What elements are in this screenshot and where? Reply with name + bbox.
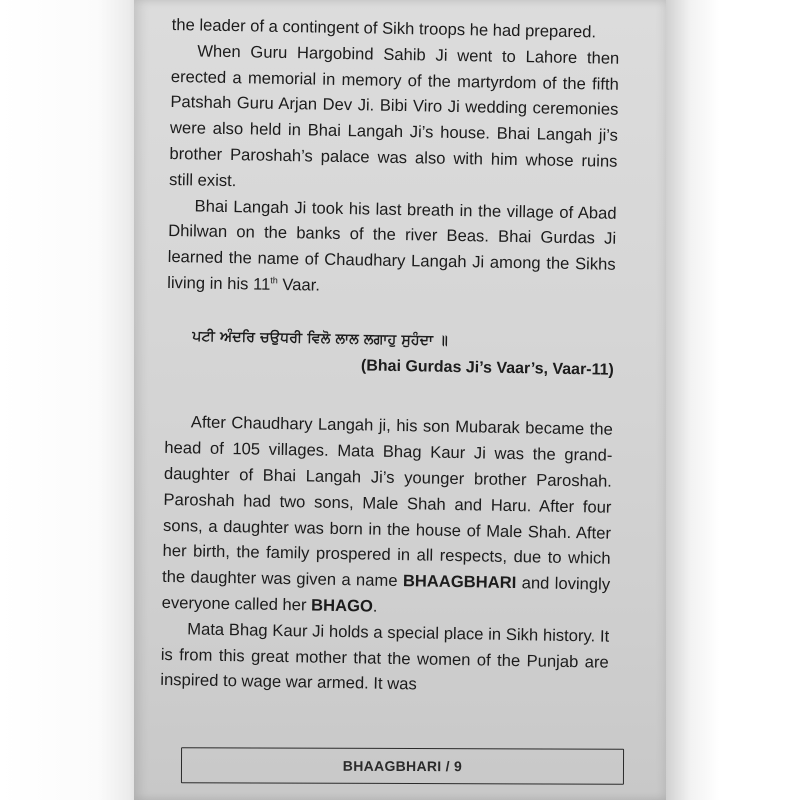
ordinal-suffix: th <box>270 275 278 286</box>
page-body <box>160 12 620 701</box>
background-left <box>0 0 140 800</box>
paragraph-last-breath-end: Vaar. <box>277 274 321 295</box>
paragraph-last-breath-text: Bhai Langah Ji took his last breath in the village of Abad Dhilwan on the banks of the river Beas. Bhai Gurdas Ji learned the name of Chaudhary Langah Ji among the Sikhs living in his 11 <box>167 196 617 294</box>
quote-citation: (Bhai Gurdas Ji’s Vaar’s, Vaar-11) <box>360 356 614 379</box>
gurmukhi-quote: ਪਟੀ ਅੰਦਰਿ ਚਉਧਰੀ ਵਿਲੋ ਲਾਲ ਲਗਾਹੁ ਸੁਹੰਦਾ ॥ <box>192 328 449 349</box>
name-bhaagbhari: BHAAGBHARI <box>402 571 517 593</box>
paragraph-mubarak-end: . <box>372 596 378 616</box>
paragraph-last-breath <box>167 193 617 304</box>
name-bhago: BHAGO <box>310 595 374 616</box>
paragraph-mubarak-text: After Chaudhary Langah ji, his son Mubarak became the head of 105 villages. Mata Bhag Kaur Ji was the grand-daughter of Bhai Langah Ji’s younger brother Paroshah. Paroshah had two sons, Male Shah and Haru. After four sons, a daughter was born in the house of Male Shah. After her birth, the family prospered in all respects, due to which the daughter was given a name <box>161 412 613 591</box>
paragraph-mubarak <box>161 409 613 623</box>
page-footer: BHAAGBHARI / 9 <box>181 747 624 785</box>
paragraph-lahore-memorial: When Guru Hargobind Sahib Ji went to Lahore then erected a memorial in memory of the martyrdom of the fifth Patshah Guru Arjan Dev Ji. Bibi Viro Ji wedding ceremonies were also held in Bhai Langah Ji’s house. Bhai Langah ji’s brother Paroshah’s palace was also with him whose ruins still exist. <box>168 41 620 190</box>
paragraph-special-place: Mata Bhag Kaur Ji holds a special place in Sikh history. It is from this great mother that the women of the Punjab are inspired to wage war armed. It was <box>160 619 610 694</box>
paragraph-continuation: the leader of a contingent of Sikh troops he had prepared. <box>171 14 597 42</box>
background-right <box>666 0 800 800</box>
paragraph-mubarak-mid: and lovingly everyone called her <box>161 573 611 615</box>
